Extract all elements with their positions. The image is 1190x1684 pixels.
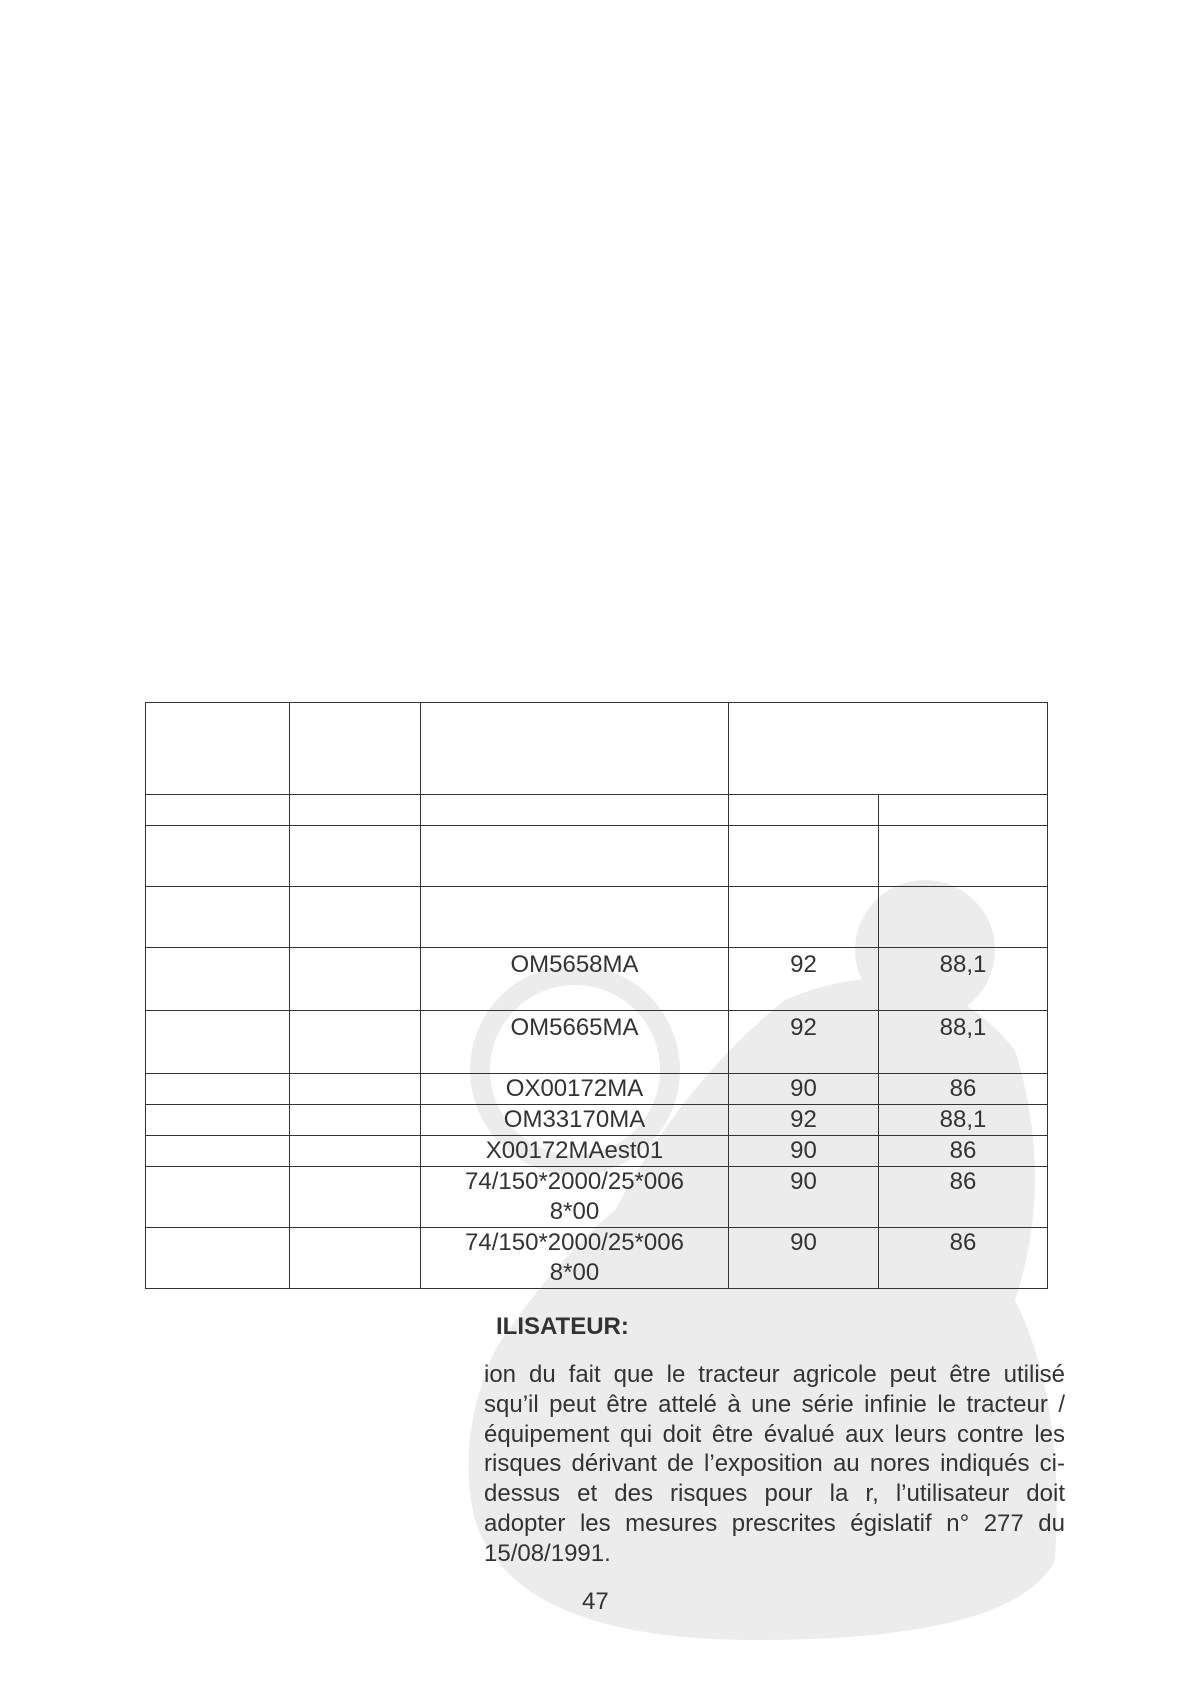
table-row xyxy=(146,887,1048,948)
value-cell-1: 90 xyxy=(729,1167,879,1228)
value-cell-1: 92 xyxy=(729,948,879,1011)
page-number: 47 xyxy=(582,1588,609,1615)
table-row xyxy=(146,1167,1048,1228)
table-row xyxy=(146,1105,1048,1136)
value-cell-1: 90 xyxy=(729,1136,879,1167)
value-cell-2: 88,1 xyxy=(879,1105,1048,1136)
value-cell-1: 90 xyxy=(729,1074,879,1105)
value-cell-2: 86 xyxy=(879,1167,1048,1228)
value-cell-1: 92 xyxy=(729,1011,879,1074)
model-code-cell: OM5658MA xyxy=(421,948,729,1011)
value-cell-1: 90 xyxy=(729,1228,879,1289)
model-code-cell: 74/150*2000/25*006 8*00 xyxy=(421,1228,729,1289)
table-row xyxy=(146,826,1048,887)
value-cell-2: 86 xyxy=(879,1074,1048,1105)
value-cell-1: 92 xyxy=(729,1105,879,1136)
table-row xyxy=(146,1074,1048,1105)
table-row xyxy=(146,1136,1048,1167)
table-row xyxy=(146,1011,1048,1074)
section-paragraph: ion du fait que le tracteur agricole peut être utilisé squ’il peut être attelé à une série infinie le tracteur / équipement qui doit être évalué aux leurs contre les risques dérivant de l’exposition au nores indiqués ci-dessus et des risques pour la r, l’utilisateur doit adopter les mesures prescrites égislatif n° 277 du 15/08/1991. xyxy=(484,1361,1065,1567)
value-cell-2: 88,1 xyxy=(879,1011,1048,1074)
table-row xyxy=(146,1228,1048,1289)
table-header-row xyxy=(146,703,1048,795)
value-cell-2: 86 xyxy=(879,1136,1048,1167)
model-code-cell: OM33170MA xyxy=(421,1105,729,1136)
model-code-cell: OX00172MA xyxy=(421,1074,729,1105)
model-code-cell: OM5665MA xyxy=(421,1011,729,1074)
section-heading: ILISATEUR: xyxy=(496,1313,629,1340)
table-subheader-row xyxy=(146,795,1048,826)
value-cell-2: 88,1 xyxy=(879,948,1048,1011)
model-code-cell: 74/150*2000/25*006 8*00 xyxy=(421,1167,729,1228)
table-row xyxy=(146,948,1048,1011)
value-cell-2: 86 xyxy=(879,1228,1048,1289)
model-code-cell: X00172MAest01 xyxy=(421,1136,729,1167)
data-table xyxy=(145,702,1048,1289)
